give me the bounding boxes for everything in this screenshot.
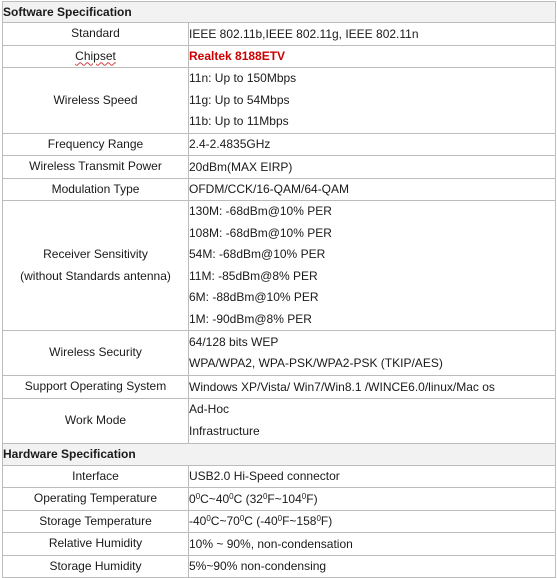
- sensitivity-label-note: (without Standards antenna): [20, 268, 171, 283]
- relative-humidity-label: Relative Humidity: [3, 533, 189, 556]
- hardware-section-title: Hardware Specification: [3, 443, 556, 465]
- interface-value: USB2.0 Hi-Speed connector: [189, 465, 556, 488]
- os-value: Windows XP/Vista/ Win7/Win8.1 /WINCE6.0/linux/Mac os: [189, 376, 556, 399]
- modulation-row: [3, 178, 556, 201]
- work-mode-row: [3, 398, 556, 443]
- wireless-speed-line: 11g: Up to 54Mbps: [189, 92, 290, 107]
- work-mode-label: Work Mode: [3, 398, 189, 443]
- frequency-row: [3, 133, 556, 156]
- work-mode-line: Infrastructure: [189, 423, 260, 438]
- wireless-speed-line: 11n: Up to 150Mbps: [189, 71, 297, 85]
- modulation-value: OFDM/CCK/16-QAM/64-QAM: [189, 178, 556, 201]
- software-section-row: [3, 2, 556, 23]
- modulation-label: Modulation Type: [3, 178, 189, 201]
- storage-humidity-value: 5%~90% non-condensing: [189, 555, 556, 578]
- storage-humidity-label: Storage Humidity: [3, 555, 189, 578]
- operating-temp-row: [3, 488, 556, 511]
- relative-humidity-row: [3, 533, 556, 556]
- standard-label: Standard: [3, 23, 189, 46]
- frequency-value: 2.4-2.4835GHz: [189, 133, 556, 156]
- wireless-speed-values: [189, 68, 556, 134]
- standard-row: [3, 23, 556, 46]
- os-row: [3, 376, 556, 399]
- os-label: Support Operating System: [3, 376, 189, 399]
- security-line: 64/128 bits WEP: [189, 334, 279, 349]
- chipset-label-cell: [3, 45, 189, 68]
- sensitivity-line: 1M: -90dBm@8% PER: [189, 311, 312, 326]
- security-line: WPA/WPA2, WPA-PSK/WPA2-PSK (TKIP/AES): [189, 356, 443, 370]
- chipset-value: Realtek 8188ETV: [189, 45, 556, 68]
- sensitivity-line: 11M: -85dBm@8% PER: [189, 268, 318, 283]
- sensitivity-line: 6M: -88dBm@10% PER: [189, 290, 319, 304]
- security-values: [189, 331, 556, 376]
- work-mode-line: Ad-Hoc: [189, 402, 230, 416]
- interface-row: [3, 465, 556, 488]
- security-label: Wireless Security: [3, 331, 189, 376]
- sensitivity-row: [3, 201, 556, 331]
- interface-label: Interface: [3, 465, 189, 488]
- operating-temp-value: $0^0C\sim 40^0C$ $(32^0F\sim 104^0F)$: [189, 488, 556, 511]
- sensitivity-label-line: Receiver Sensitivity: [43, 247, 148, 261]
- hardware-section-row: [3, 443, 556, 465]
- wireless-speed-row: [3, 68, 556, 134]
- standard-value: IEEE 802.11b,IEEE 802.11g, IEEE 802.11n: [189, 23, 556, 46]
- transmit-power-label: Wireless Transmit Power: [3, 156, 189, 179]
- storage-humidity-row: [3, 555, 556, 578]
- wireless-speed-line: 11b: Up to 11Mbps: [189, 114, 289, 128]
- sensitivity-line: 130M: -68dBm@10% PER: [189, 204, 332, 218]
- spec-table: [2, 1, 556, 578]
- sensitivity-label: [3, 201, 189, 331]
- transmit-power-value: 20dBm(MAX EIRP): [189, 156, 556, 179]
- storage-temp-row: [3, 510, 556, 533]
- operating-temp-label: Operating Temperature: [3, 488, 189, 511]
- transmit-power-row: [3, 156, 556, 179]
- frequency-label: Frequency Range: [3, 133, 189, 156]
- relative-humidity-value: 10% ~ 90%, non-condensation: [189, 533, 556, 556]
- sensitivity-line: 54M: -68dBm@10% PER: [189, 247, 326, 261]
- sensitivity-line: 108M: -68dBm@10% PER: [189, 225, 332, 240]
- sensitivity-values: [189, 201, 556, 331]
- chipset-row: [3, 45, 556, 68]
- storage-temp-label: Storage Temperature: [3, 510, 189, 533]
- security-row: [3, 331, 556, 376]
- wireless-speed-label: Wireless Speed: [3, 68, 189, 134]
- storage-temp-value: $-40^0C\sim 70^0C$ $(-40^0F\sim 158^0F)$: [189, 510, 556, 533]
- software-section-title: Software Specification: [3, 2, 556, 23]
- work-mode-values: [189, 398, 556, 443]
- chipset-label: Chipset: [75, 48, 116, 63]
